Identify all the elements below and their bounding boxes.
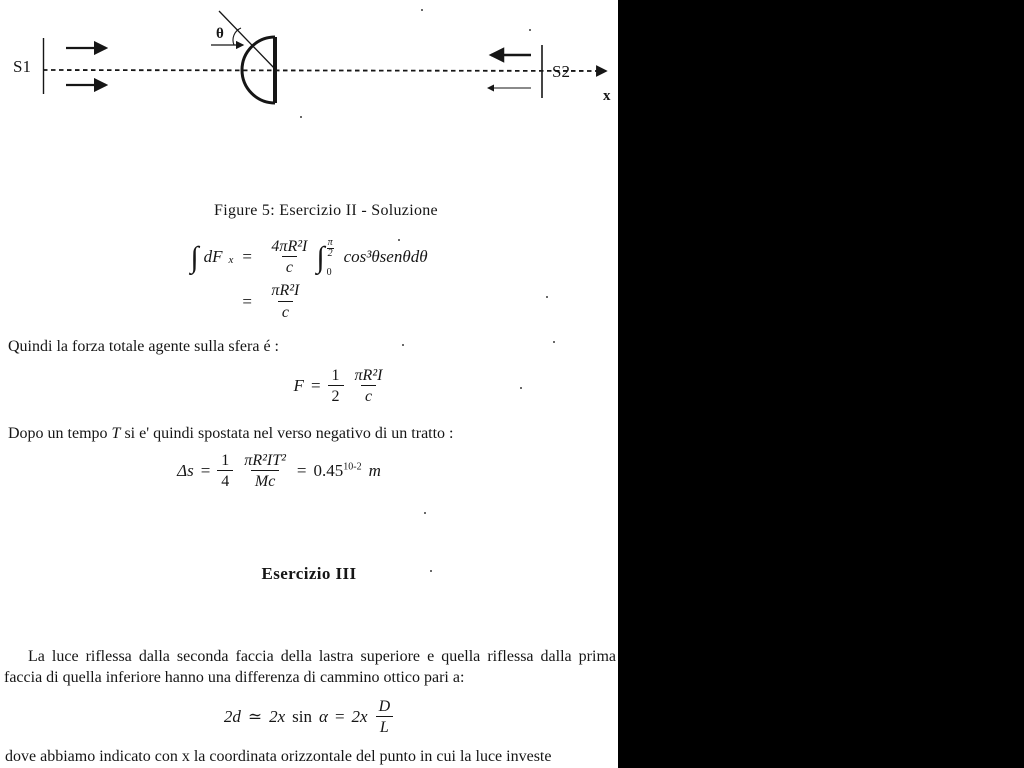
text-dove: dove abbiamo indicato con x la coordinata orizzontale del punto in cui la luce investe — [5, 748, 552, 765]
eq-force-total — [31, 366, 649, 406]
fraction — [328, 366, 344, 406]
eq4-lhs: 2d — [223, 707, 241, 727]
eq3-row — [177, 451, 381, 491]
eq1-lhs-subscript: x — [228, 254, 234, 267]
eq1-lhs — [190, 241, 234, 275]
scan-speck — [300, 116, 302, 118]
fraction-denominator: L — [376, 716, 393, 737]
fraction-numerator: πR²I — [271, 282, 300, 300]
equals-sign: = — [242, 291, 253, 311]
scan-speck — [424, 512, 426, 514]
integral-limits — [327, 238, 334, 278]
upper-limit-fraction — [327, 238, 334, 259]
eq4-mid-coefficient: 2x — [269, 707, 286, 727]
scan-speck — [402, 344, 404, 346]
eq4-row — [224, 697, 394, 737]
scan-speck — [421, 9, 423, 11]
equals-sign: = — [242, 247, 253, 267]
result-mantissa: 0.45 — [313, 461, 344, 481]
eq-path-difference — [0, 697, 618, 737]
upper-limit-denominator: 2 — [327, 248, 333, 260]
optical-axis-dashed-line — [43, 70, 606, 71]
label-s2: S2 — [552, 62, 570, 81]
equals-sign: = — [334, 707, 345, 727]
lower-limit: 0 — [326, 267, 332, 279]
fraction — [240, 451, 290, 491]
text-dopo-variable: T — [111, 425, 121, 442]
eq3-result-value — [314, 461, 362, 481]
result-unit: m — [368, 461, 381, 481]
fraction-denominator: Mc — [251, 470, 279, 491]
scan-speck — [546, 296, 548, 298]
eq4-mid-argument: α — [319, 707, 328, 727]
fraction-numerator: D — [378, 698, 391, 715]
fraction-denominator: c — [361, 385, 376, 406]
result-exponent: 10-2 — [343, 461, 362, 473]
fraction-denominator: c — [282, 256, 297, 277]
eq3-lhs: Δs — [177, 461, 194, 481]
equals-sign: = — [200, 461, 211, 481]
sin-function: sin — [292, 707, 312, 727]
fraction — [351, 366, 387, 406]
scan-speck — [553, 341, 555, 343]
fraction — [375, 697, 395, 737]
scan-speck — [529, 29, 531, 31]
label-x-axis: x — [603, 88, 611, 104]
eq-displacement — [0, 451, 588, 491]
text-quindi: Quindi la forza totale agente sulla sfera é : — [8, 338, 279, 355]
text-dopo-post: si e' quindi spostata nel verso negativo di un tratto : — [120, 425, 454, 442]
integrand: cos³θsenθdθ — [343, 247, 428, 267]
text-dopo — [8, 425, 454, 443]
eq2-lhs: F — [293, 376, 304, 396]
scan-speck — [398, 239, 400, 241]
section-heading: Esercizio III — [261, 564, 357, 583]
normal-line — [219, 11, 276, 70]
fraction-numerator: πR²IT² — [244, 452, 286, 469]
paragraph-lastra: La luce riflessa dalla seconda faccia della lastra superiore e quella riflessa dalla prima faccia di quella inferiore hanno una differenza di cammino ottico pari a: — [4, 648, 616, 686]
integral-sign: ∫ — [316, 241, 325, 275]
eq-force-integral-grid — [190, 237, 427, 322]
fraction — [217, 451, 233, 491]
fraction-denominator: 4 — [217, 470, 233, 491]
fraction — [267, 237, 311, 277]
eq2-row — [294, 366, 387, 406]
text-dopo-pre: Dopo un tempo — [8, 425, 112, 442]
label-theta: θ — [216, 26, 224, 42]
eq1-rhs-line1 — [267, 237, 427, 277]
integral-sign: ∫ — [190, 241, 199, 275]
theta-angle-arc — [233, 28, 241, 45]
scan-speck — [520, 387, 522, 389]
fraction — [267, 281, 303, 321]
fraction-denominator: 2 — [328, 385, 344, 406]
eq1-rhs-line2 — [267, 281, 427, 321]
equals-sign: = — [296, 461, 307, 481]
eq1-lhs-symbol: dF — [203, 247, 223, 267]
equals-sign: = — [310, 376, 321, 396]
approx-sign: ≃ — [247, 707, 263, 727]
upper-limit-numerator: π — [327, 237, 333, 249]
scan-speck — [430, 570, 432, 572]
figure-caption: Figure 5: Esercizio II - Soluzione — [214, 202, 438, 219]
scan-black-margin — [618, 0, 1024, 768]
label-s1: S1 — [13, 57, 31, 76]
eq4-rhs-coefficient: 2x — [351, 707, 368, 727]
fraction-numerator: πR²I — [354, 367, 383, 384]
figure-diagram — [0, 0, 620, 118]
fraction-numerator: 1 — [221, 452, 230, 469]
fraction-numerator: 1 — [331, 367, 340, 384]
eq-force-integral — [0, 237, 618, 322]
fraction-denominator: c — [278, 301, 293, 322]
fraction-numerator: 4πR²I — [271, 238, 308, 255]
